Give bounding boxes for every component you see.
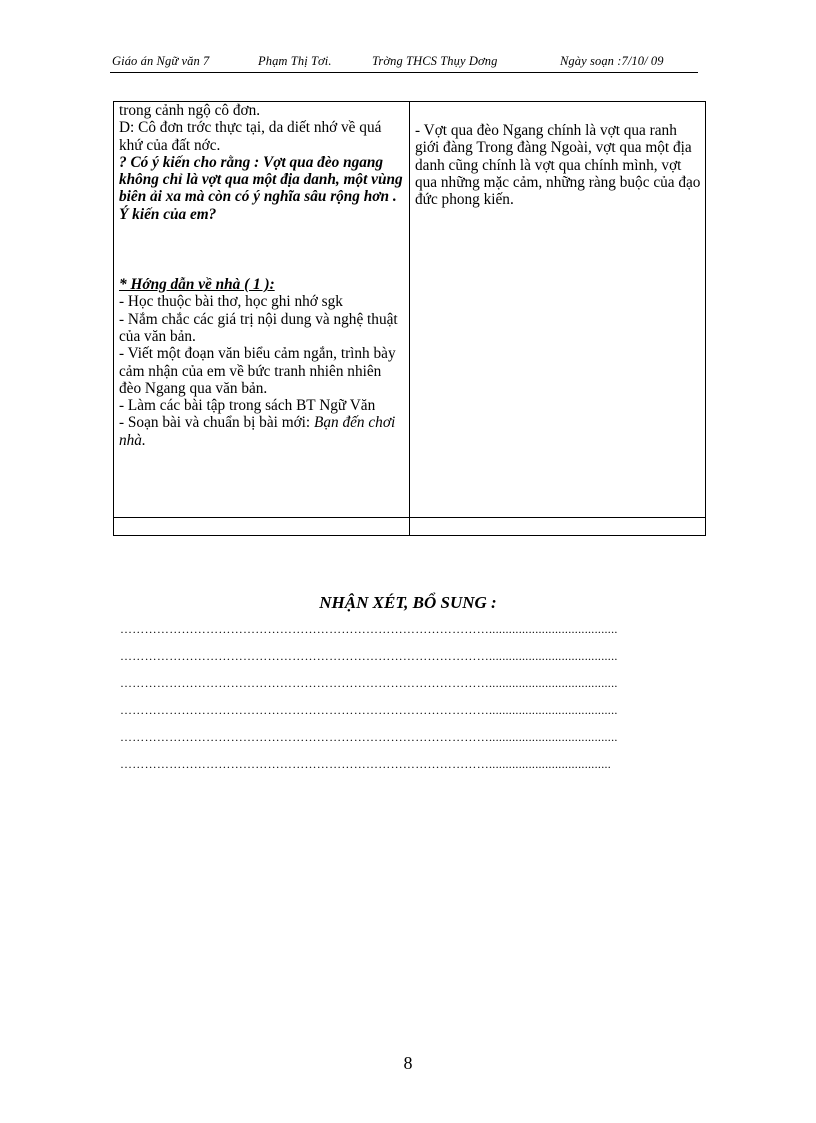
comment-line-2: ………………………………………………………………………………....................................... bbox=[120, 649, 618, 663]
left-line-1: trong cảnh ngộ cô đơn. bbox=[119, 102, 261, 119]
homework-item-4: - Làm các bài tập trong sách BT Ngữ Văn bbox=[119, 397, 376, 415]
empty-cell bbox=[114, 518, 410, 536]
table-row bbox=[114, 102, 706, 518]
header-date: Ngày soạn :7/10/ 09 bbox=[560, 54, 664, 68]
comment-line-1: ………………………………………………………………………………....................................... bbox=[120, 622, 618, 636]
homework-item-1: - Học thuộc bài thơ, học ghi nhớ sgk bbox=[119, 293, 343, 311]
header-subject: Giáo án Ngữ văn 7 bbox=[112, 54, 210, 68]
header-teacher: Phạm Thị Tơi. bbox=[258, 54, 332, 68]
left-line-2: D: Cô đơn trớc thực tại, da diết nhớ về quá khứ của đất nớc. bbox=[119, 119, 382, 154]
left-cell bbox=[114, 102, 410, 518]
homework-item-5 bbox=[119, 414, 405, 449]
answer-text: - Vợt qua đèo Ngang chính là vợt qua ranh giới đàng Trong đàng Ngoài, vợt qua một địa danh cũng chính là vợt qua chính mình, vợt qua những mặc cảm, những ràng buộc của đạo đức phong kiến. bbox=[415, 122, 701, 209]
homework-item-2: - Nắm chắc các giá trị nội dung và nghệ thuật của văn bản. bbox=[119, 310, 398, 345]
comment-line-3: ………………………………………………………………………………....................................... bbox=[120, 676, 618, 690]
homework-title: * Hớng dẫn về nhà ( 1 ): bbox=[119, 276, 275, 294]
header-school: Trờng THCS Thụy Dơng bbox=[372, 54, 498, 68]
empty-cell bbox=[410, 518, 706, 536]
table-row bbox=[114, 518, 706, 536]
homework-item-5-prefix: - Soạn bài và chuẩn bị bài mới: bbox=[119, 414, 315, 432]
page-header bbox=[112, 52, 696, 72]
comment-line-4: ………………………………………………………………………………....................................... bbox=[120, 703, 618, 717]
page-number: 8 bbox=[403, 1053, 413, 1073]
lesson-table bbox=[113, 101, 706, 536]
discussion-question: ? Có ý kiến cho rằng : Vợt qua đèo ngang không chỉ là vợt qua một địa danh, một vùng biên ải xa mà còn có ý nghĩa sâu rộng hơn . Ý kiến của em? bbox=[119, 153, 403, 223]
next-lesson-title: Bạn đến chơi nhà. bbox=[119, 414, 396, 449]
right-cell bbox=[410, 102, 706, 518]
homework-item-3: - Viết một đoạn văn biểu cảm ngắn, trình bày cảm nhận của em về bức tranh nhiên nhiên đèo Ngang qua văn bản. bbox=[119, 345, 396, 397]
comments-title: NHẬN XÉT, BỔ SUNG : bbox=[319, 593, 497, 612]
comment-line-5: ………………………………………………………………………………....................................... bbox=[120, 730, 618, 744]
comment-line-6: ………………………………………………………………………………..................................... bbox=[120, 757, 612, 771]
header-rule bbox=[110, 72, 698, 73]
